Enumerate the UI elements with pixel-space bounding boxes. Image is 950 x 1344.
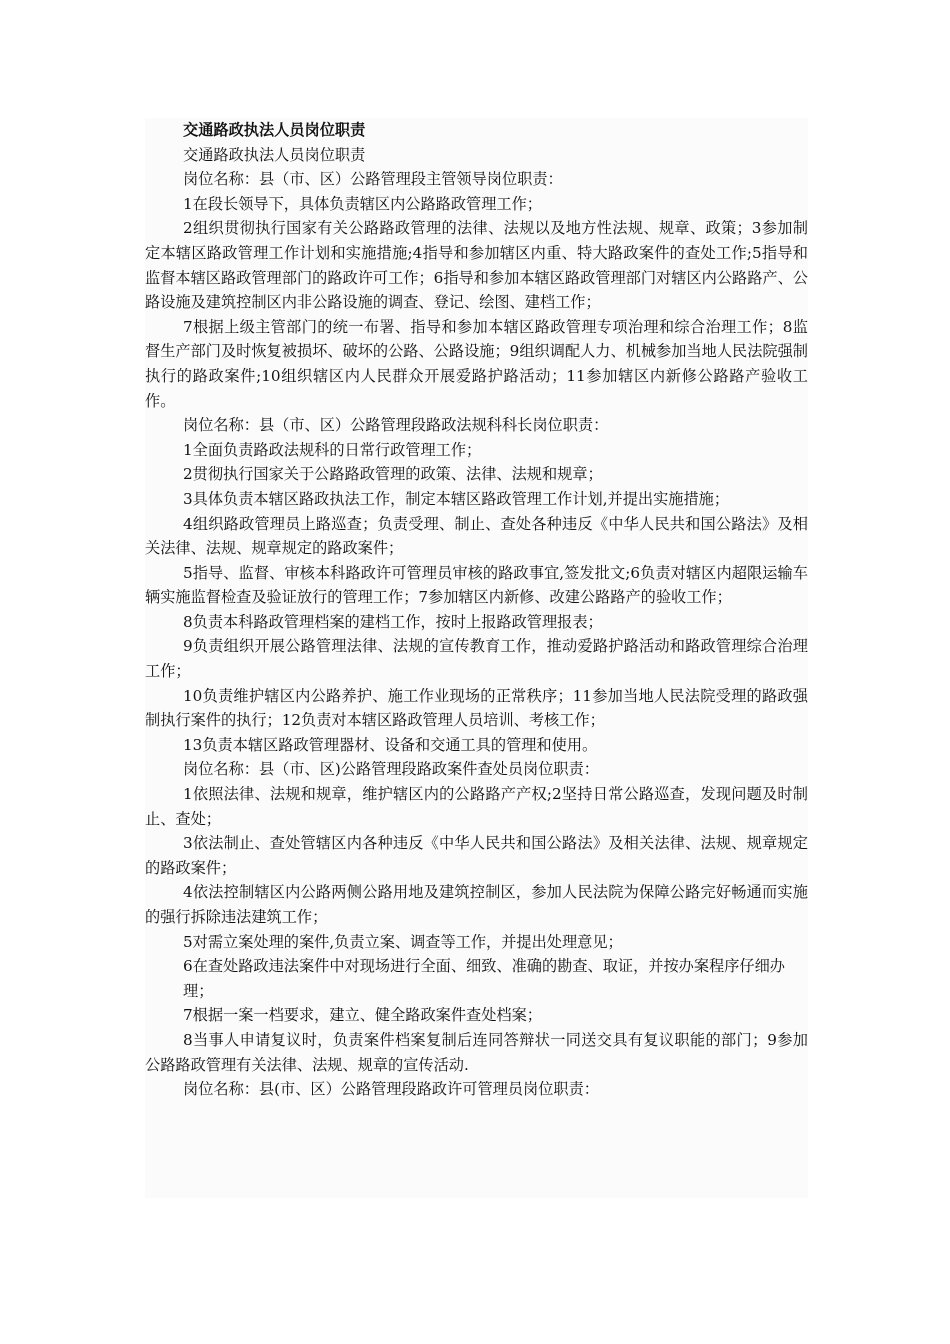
document-text-block	[145, 118, 808, 1198]
section-heading: 岗位名称：县（市、区）公路管理段主管领导岗位职责：	[183, 170, 563, 189]
document-title: 交通路政执法人员岗位职责	[183, 121, 366, 139]
duty-paragraph: 5对需立案处理的案件,负责立案、调查等工作，并提出处理意见；	[183, 932, 623, 951]
duty-paragraph: 5指导、监督、审核本科路政许可管理员审核的路政事宜,签发批文;6负责对辖区内超限运输车辆实施监督检查及验证放行的管理工作；7参加辖区内新修、改建公路路产的验收工作；	[145, 563, 808, 607]
duty-paragraph: 1在段长领导下，具体负责辖区内公路路政管理工作；	[183, 194, 542, 213]
section-heading: 岗位名称：县（市、区）公路管理段路政法规科科长岗位职责：	[183, 416, 609, 435]
duty-paragraph: 7根据一案一档要求，建立、健全路政案件查处档案；	[183, 1006, 542, 1025]
duty-paragraph: 理；	[183, 981, 214, 1000]
duty-paragraph: 13负责本辖区路政管理器材、设备和交通工具的管理和使用。	[183, 735, 598, 754]
duty-paragraph: 6在查处路政违法案件中对现场进行全面、细致、准确的勘查、取证，并按办案程序仔细办	[183, 957, 785, 976]
duty-paragraph: 10负责维护辖区内公路养护、施工作业现场的正常秩序；11参加当地人民法院受理的路政强制执行案件的执行；12负责对本辖区路政管理人员培训、考核工作；	[145, 686, 808, 730]
duty-paragraph: 3依法制止、查处管辖区内各种违反《中华人民共和国公路法》及相关法律、法规、规章规定的路政案件；	[145, 834, 808, 877]
duty-paragraph: 2组织贯彻执行国家有关公路路政管理的法律、法规以及地方性法规、规章、政策；3参加制定本辖区路政管理工作计划和实施措施;4指导和参加辖区内重、特大路政案件的查处工作;5指导和监督本辖区路政管理部门的路政许可工作；6指导和参加本辖区路政管理部门对辖区内公路路产、公路设施及建筑控制区内非公路设施的调查、登记、绘图、建档工作；	[145, 219, 808, 312]
duty-paragraph: 4组织路政管理员上路巡查；负责受理、制止、查处各种违反《中华人民共和国公路法》及相关法律、法规、规章规定的路政案件；	[145, 514, 808, 558]
duty-paragraph: 4依法控制辖区内公路两侧公路用地及建筑控制区，参加人民法院为保障公路完好畅通而实施的强行拆除违法建筑工作；	[145, 883, 808, 926]
duty-paragraph: 9负责组织开展公路管理法律、法规的宣传教育工作，推动爱路护路活动和路政管理综合治理工作；	[145, 637, 808, 681]
section-heading: 岗位名称：县(市、区）公路管理段路政许可管理员岗位职责：	[183, 1080, 599, 1099]
duty-paragraph: 1全面负责路政法规科的日常行政管理工作；	[183, 440, 482, 459]
duty-paragraph: 7根据上级主管部门的统一布署、指导和参加本辖区路政管理专项治理和综合治理工作；8监督生产部门及时恢复被损坏、破坏的公路、公路设施；9组织调配人力、机械参加当地人民法院强制执行的路政案件;10组织辖区内人民群众开展爱路护路活动；11参加辖区内新修公路路产验收工作。	[145, 317, 808, 410]
document-subtitle: 交通路政执法人员岗位职责	[183, 145, 366, 164]
duty-paragraph: 3具体负责本辖区路政执法工作，制定本辖区路政管理工作计划,并提出实施措施；	[183, 489, 730, 508]
duty-paragraph: 8负责本科路政管理档案的建档工作，按时上报路政管理报表；	[183, 612, 603, 631]
duty-paragraph: 2贯彻执行国家关于公路路政管理的政策、法律、法规和规章；	[183, 465, 603, 484]
section-heading: 岗位名称：县（市、区)公路管理段路政案件查处员岗位职责：	[183, 760, 599, 779]
duty-paragraph: 1依照法律、法规和规章，维护辖区内的公路路产产权;2坚持日常公路巡查，发现问题及时制止、查处；	[145, 785, 808, 828]
duty-paragraph: 8当事人申请复议时，负责案件档案复制后连同答辩状一同送交具有复议职能的部门；9参加公路路政管理有关法律、法规、规章的宣传活动.	[145, 1030, 808, 1074]
